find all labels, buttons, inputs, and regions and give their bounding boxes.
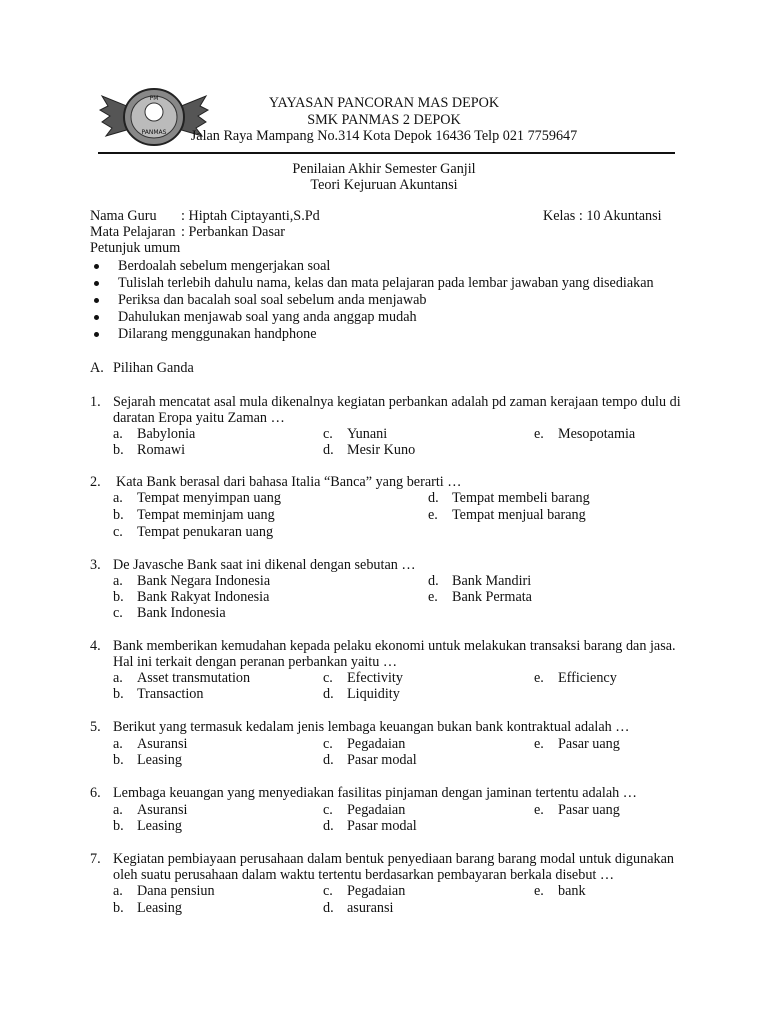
school-address: Jalan Raya Mampang No.314 Kota Depok 16436 Telp 021 7759647 (190, 128, 578, 144)
logo-text-top: PM (149, 95, 159, 102)
option-label: d. (323, 818, 334, 834)
option-label: c. (323, 736, 333, 752)
option-label: c. (323, 670, 333, 686)
option-label: c. (113, 605, 123, 621)
bullet-icon (94, 315, 99, 320)
option-text: Efficiency (558, 670, 617, 686)
class-info: Kelas : 10 Akuntansi (543, 208, 662, 224)
option-text: Tempat penukaran uang (137, 524, 274, 540)
option-label: c. (113, 524, 123, 540)
option-label: a. (113, 573, 123, 589)
question-number: 7. (90, 851, 101, 867)
option-text: Asuransi (137, 802, 188, 818)
option-text: Tempat meminjam uang (137, 507, 275, 523)
subject-value: : Perbankan Dasar (181, 224, 286, 240)
exam-title: Penilaian Akhir Semester Ganjil (292, 161, 476, 177)
question-number: 5. (90, 719, 101, 735)
option-label: c. (323, 883, 333, 899)
option-text: Asuransi (137, 736, 188, 752)
question-text: daratan Eropa yaitu Zaman … (113, 410, 285, 426)
option-label: e. (534, 736, 544, 752)
option-text: Bank Negara Indonesia (137, 573, 271, 589)
option-label: a. (113, 426, 123, 442)
option-text: Tempat membeli barang (452, 490, 590, 506)
header-divider (98, 152, 675, 154)
option-label: b. (113, 589, 124, 605)
option-text: Leasing (137, 900, 182, 916)
option-text: Romawi (137, 442, 186, 458)
question-text: Bank memberikan kemudahan kepada pelaku ekonomi untuk melakukan transaksi barang dan jasa. (113, 638, 676, 654)
question-text: Kegiatan pembiayaan perusahaan dalam bentuk penyediaan barang barang modal untuk digunakan (113, 851, 674, 867)
question-text: Berikut yang termasuk kedalam jenis lembaga keuangan bukan bank kontraktual adalah … (113, 719, 630, 735)
option-label: d. (428, 573, 439, 589)
question-number: 2. (90, 474, 101, 490)
option-text: Efectivity (347, 670, 403, 686)
option-label: b. (113, 900, 124, 916)
option-text: Tempat menjual barang (452, 507, 586, 523)
question-text: Hal ini terkait dengan peranan perbankan yaitu … (113, 654, 398, 670)
teacher-label: Nama Guru (90, 208, 157, 224)
option-label: a. (113, 490, 123, 506)
option-text: Pegadaian (347, 883, 406, 899)
option-text: Dana pensiun (137, 883, 215, 899)
instruction-item: Periksa dan bacalah soal soal sebelum anda menjawab (118, 292, 427, 308)
option-text: Pasar modal (347, 752, 417, 768)
option-text: Mesopotamia (558, 426, 636, 442)
option-text: Pasar uang (558, 736, 620, 752)
option-label: d. (323, 900, 334, 916)
option-label: a. (113, 802, 123, 818)
option-label: b. (113, 442, 124, 458)
option-text: Bank Rakyat Indonesia (137, 589, 270, 605)
option-label: b. (113, 752, 124, 768)
instruction-item: Dahulukan menjawab soal yang anda anggap mudah (118, 309, 417, 325)
question-number: 4. (90, 638, 101, 654)
option-label: b. (113, 818, 124, 834)
option-label: e. (534, 426, 544, 442)
question-number: 1. (90, 394, 101, 410)
option-text: Pegadaian (347, 802, 406, 818)
bullet-icon (94, 264, 99, 269)
option-label: e. (428, 507, 438, 523)
option-label: a. (113, 883, 123, 899)
question-text: Sejarah mencatat asal mula dikenalnya kegiatan perbankan adalah pd zaman kerajaan tempo dulu di (113, 394, 681, 410)
question-text: Kata Bank berasal dari bahasa Italia “Banca” yang berarti … (116, 474, 462, 490)
option-text: Pasar modal (347, 818, 417, 834)
instructions-label: Petunjuk umum (90, 240, 181, 256)
section-letter: A. (90, 360, 104, 376)
school-name: SMK PANMAS 2 DEPOK (307, 112, 461, 128)
option-text: Yunani (347, 426, 388, 442)
option-text: Tempat menyimpan uang (137, 490, 281, 506)
option-label: d. (323, 752, 334, 768)
option-text: Bank Permata (452, 589, 532, 605)
instruction-item: Tulislah terlebih dahulu nama, kelas dan mata pelajaran pada lembar jawaban yang disediakan (118, 275, 654, 291)
option-label: e. (534, 802, 544, 818)
option-label: a. (113, 670, 123, 686)
option-text: Leasing (137, 752, 182, 768)
option-label: b. (113, 507, 124, 523)
logo-text-bottom: PANMAS (141, 129, 167, 136)
option-label: d. (428, 490, 439, 506)
option-text: Leasing (137, 818, 182, 834)
option-label: b. (113, 686, 124, 702)
question-number: 3. (90, 557, 101, 573)
org-name: YAYASAN PANCORAN MAS DEPOK (268, 95, 500, 111)
section-title: Pilihan Ganda (113, 360, 194, 376)
bullet-icon (94, 332, 99, 337)
option-text: Mesir Kuno (347, 442, 416, 458)
option-label: c. (323, 802, 333, 818)
bullet-icon (94, 298, 99, 303)
question-number: 6. (90, 785, 101, 801)
option-label: d. (323, 686, 334, 702)
option-text: bank (558, 883, 586, 899)
subject-label: Mata Pelajaran (90, 224, 176, 240)
teacher-value: : Hiptah Ciptayanti,S.Pd (181, 208, 320, 224)
option-label: d. (323, 442, 334, 458)
bullet-icon (94, 281, 99, 286)
option-label: e. (534, 670, 544, 686)
option-text: Asset transmutation (137, 670, 251, 686)
option-label: e. (428, 589, 438, 605)
instruction-item: Dilarang menggunakan handphone (118, 326, 317, 342)
option-label: a. (113, 736, 123, 752)
option-text: Bank Indonesia (137, 605, 226, 621)
question-text: Lembaga keuangan yang menyediakan fasilitas pinjaman dengan jaminan tertentu adalah … (113, 785, 637, 801)
option-text: Bank Mandiri (452, 573, 532, 589)
option-text: Liquidity (347, 686, 400, 702)
question-text: De Javasche Bank saat ini dikenal dengan sebutan … (113, 557, 416, 573)
option-text: Babylonia (137, 426, 196, 442)
option-text: Pasar uang (558, 802, 620, 818)
option-text: Pegadaian (347, 736, 406, 752)
option-label: e. (534, 883, 544, 899)
question-text: oleh suatu perusahaan dalam waktu tertentu berdasarkan pembayaran berkala disebut … (113, 867, 615, 883)
option-text: Transaction (137, 686, 204, 702)
instruction-item: Berdoalah sebelum mengerjakan soal (118, 258, 331, 274)
option-label: c. (323, 426, 333, 442)
option-text: asuransi (347, 900, 394, 916)
exam-subtitle: Teori Kejuruan Akuntansi (310, 177, 458, 193)
